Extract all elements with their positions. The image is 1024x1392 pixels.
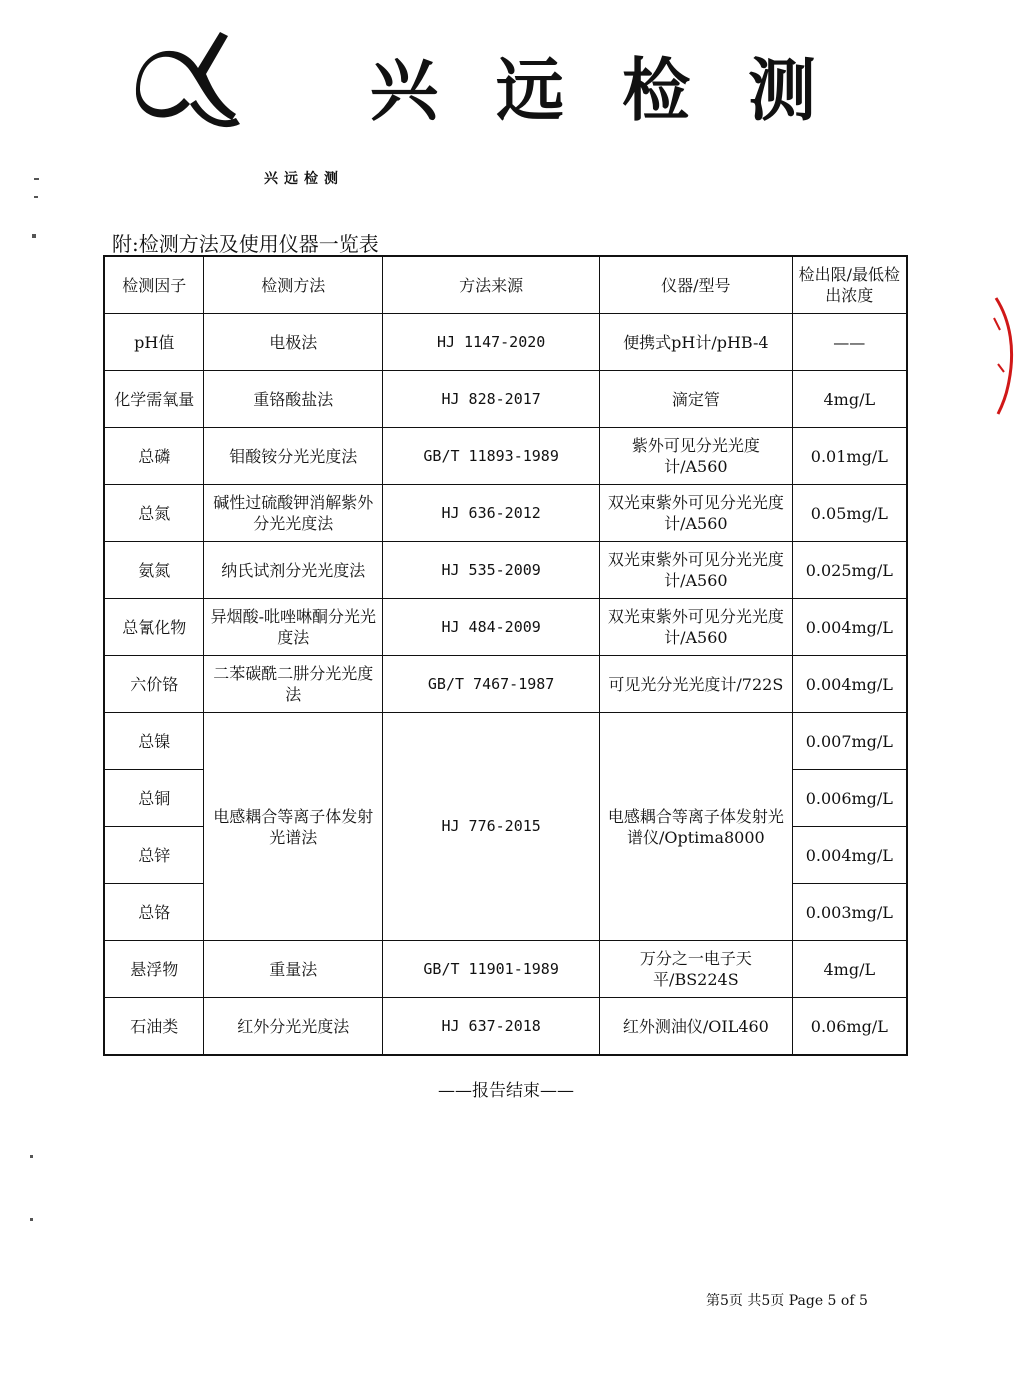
column-header-method: 检测方法	[204, 256, 383, 314]
cell-method: 二苯碳酰二肼分光光度法	[204, 656, 383, 713]
cell-instrument-merged: 电感耦合等离子体发射光谱仪/Optima8000	[600, 713, 793, 941]
table-row	[104, 371, 907, 428]
cell-factor: 石油类	[104, 998, 204, 1056]
table-row	[104, 713, 907, 770]
cell-source: HJ 535-2009	[383, 542, 600, 599]
cell-method-merged: 电感耦合等离子体发射光谱法	[204, 713, 383, 941]
column-header-limit: 检出限/最低检出浓度	[792, 256, 907, 314]
cell-method: 异烟酸-吡唑啉酮分光光度法	[204, 599, 383, 656]
cell-source: HJ 1147-2020	[383, 314, 600, 371]
cell-instrument: 可见光分光光度计/722S	[600, 656, 793, 713]
cell-method: 电极法	[204, 314, 383, 371]
cell-limit: 0.004mg/L	[792, 656, 907, 713]
table-header-row	[104, 256, 907, 314]
cell-instrument: 万分之一电子天平/BS224S	[600, 941, 793, 998]
cell-factor: 悬浮物	[104, 941, 204, 998]
cell-instrument: 紫外可见分光光度计/A560	[600, 428, 793, 485]
column-header-factor: 检测因子	[104, 256, 204, 314]
cell-instrument: 便携式pH计/pHB-4	[600, 314, 793, 371]
cell-limit: 0.025mg/L	[792, 542, 907, 599]
report-end-note: ——报告结束——	[438, 1081, 574, 1101]
cell-limit: 0.003mg/L	[792, 884, 907, 941]
cell-factor: 总锌	[104, 827, 204, 884]
cell-factor: 总铜	[104, 770, 204, 827]
cell-source: HJ 636-2012	[383, 485, 600, 542]
table-row	[104, 428, 907, 485]
cell-limit: 0.006mg/L	[792, 770, 907, 827]
methods-table	[103, 255, 908, 1056]
table-row	[104, 542, 907, 599]
cell-factor: 总磷	[104, 428, 204, 485]
cell-limit: 0.004mg/L	[792, 599, 907, 656]
cell-factor: pH值	[104, 314, 204, 371]
cell-method: 碱性过硫酸钾消解紫外分光光度法	[204, 485, 383, 542]
column-header-instrument: 仪器/型号	[600, 256, 793, 314]
report-header	[0, 0, 1024, 200]
cell-source-merged: HJ 776-2015	[383, 713, 600, 941]
cell-source: HJ 484-2009	[383, 599, 600, 656]
cell-instrument: 双光束紫外可见分光光度计/A560	[600, 485, 793, 542]
cell-method: 纳氏试剂分光光度法	[204, 542, 383, 599]
cell-source: GB/T 11893-1989	[383, 428, 600, 485]
cell-limit: 0.004mg/L	[792, 827, 907, 884]
scan-speck	[34, 178, 39, 180]
cell-limit: 0.06mg/L	[792, 998, 907, 1056]
scan-speck	[34, 196, 38, 198]
cell-limit: ——	[792, 314, 907, 371]
cell-instrument: 红外测油仪/OIL460	[600, 998, 793, 1056]
cell-factor: 总铬	[104, 884, 204, 941]
table-row	[104, 314, 907, 371]
cell-factor: 总镍	[104, 713, 204, 770]
table-row	[104, 599, 907, 656]
cell-factor: 化学需氧量	[104, 371, 204, 428]
cell-limit: 4mg/L	[792, 941, 907, 998]
page-number: 第5页 共5页 Page 5 of 5	[706, 1293, 868, 1309]
cell-instrument: 双光束紫外可见分光光度计/A560	[600, 542, 793, 599]
cell-method: 红外分光光度法	[204, 998, 383, 1056]
cell-source: HJ 637-2018	[383, 998, 600, 1056]
cell-factor: 总氮	[104, 485, 204, 542]
cell-factor: 六价铬	[104, 656, 204, 713]
cell-instrument: 双光束紫外可见分光光度计/A560	[600, 599, 793, 656]
table-caption: 附:检测方法及使用仪器一览表	[112, 232, 379, 256]
cell-source: HJ 828-2017	[383, 371, 600, 428]
cell-limit: 4mg/L	[792, 371, 907, 428]
cell-limit: 0.007mg/L	[792, 713, 907, 770]
scan-speck	[30, 1155, 33, 1158]
logo-text: 兴远检测	[264, 171, 344, 187]
cell-limit: 0.05mg/L	[792, 485, 907, 542]
scan-speck	[32, 234, 36, 238]
table-row	[104, 941, 907, 998]
cell-source: GB/T 7467-1987	[383, 656, 600, 713]
company-logo	[128, 28, 344, 187]
red-stamp-edge	[986, 290, 1022, 420]
brand-title: 兴远检测	[370, 52, 875, 131]
cell-method: 重量法	[204, 941, 383, 998]
table-row	[104, 485, 907, 542]
cell-limit: 0.01mg/L	[792, 428, 907, 485]
cell-instrument: 滴定管	[600, 371, 793, 428]
scan-speck	[30, 1218, 33, 1221]
cell-factor: 氨氮	[104, 542, 204, 599]
cell-method: 钼酸铵分光光度法	[204, 428, 383, 485]
table-row	[104, 998, 907, 1056]
table-row	[104, 656, 907, 713]
cell-source: GB/T 11901-1989	[383, 941, 600, 998]
column-header-source: 方法来源	[383, 256, 600, 314]
logo-mark-icon	[128, 28, 248, 138]
cell-method: 重铬酸盐法	[204, 371, 383, 428]
cell-factor: 总氰化物	[104, 599, 204, 656]
